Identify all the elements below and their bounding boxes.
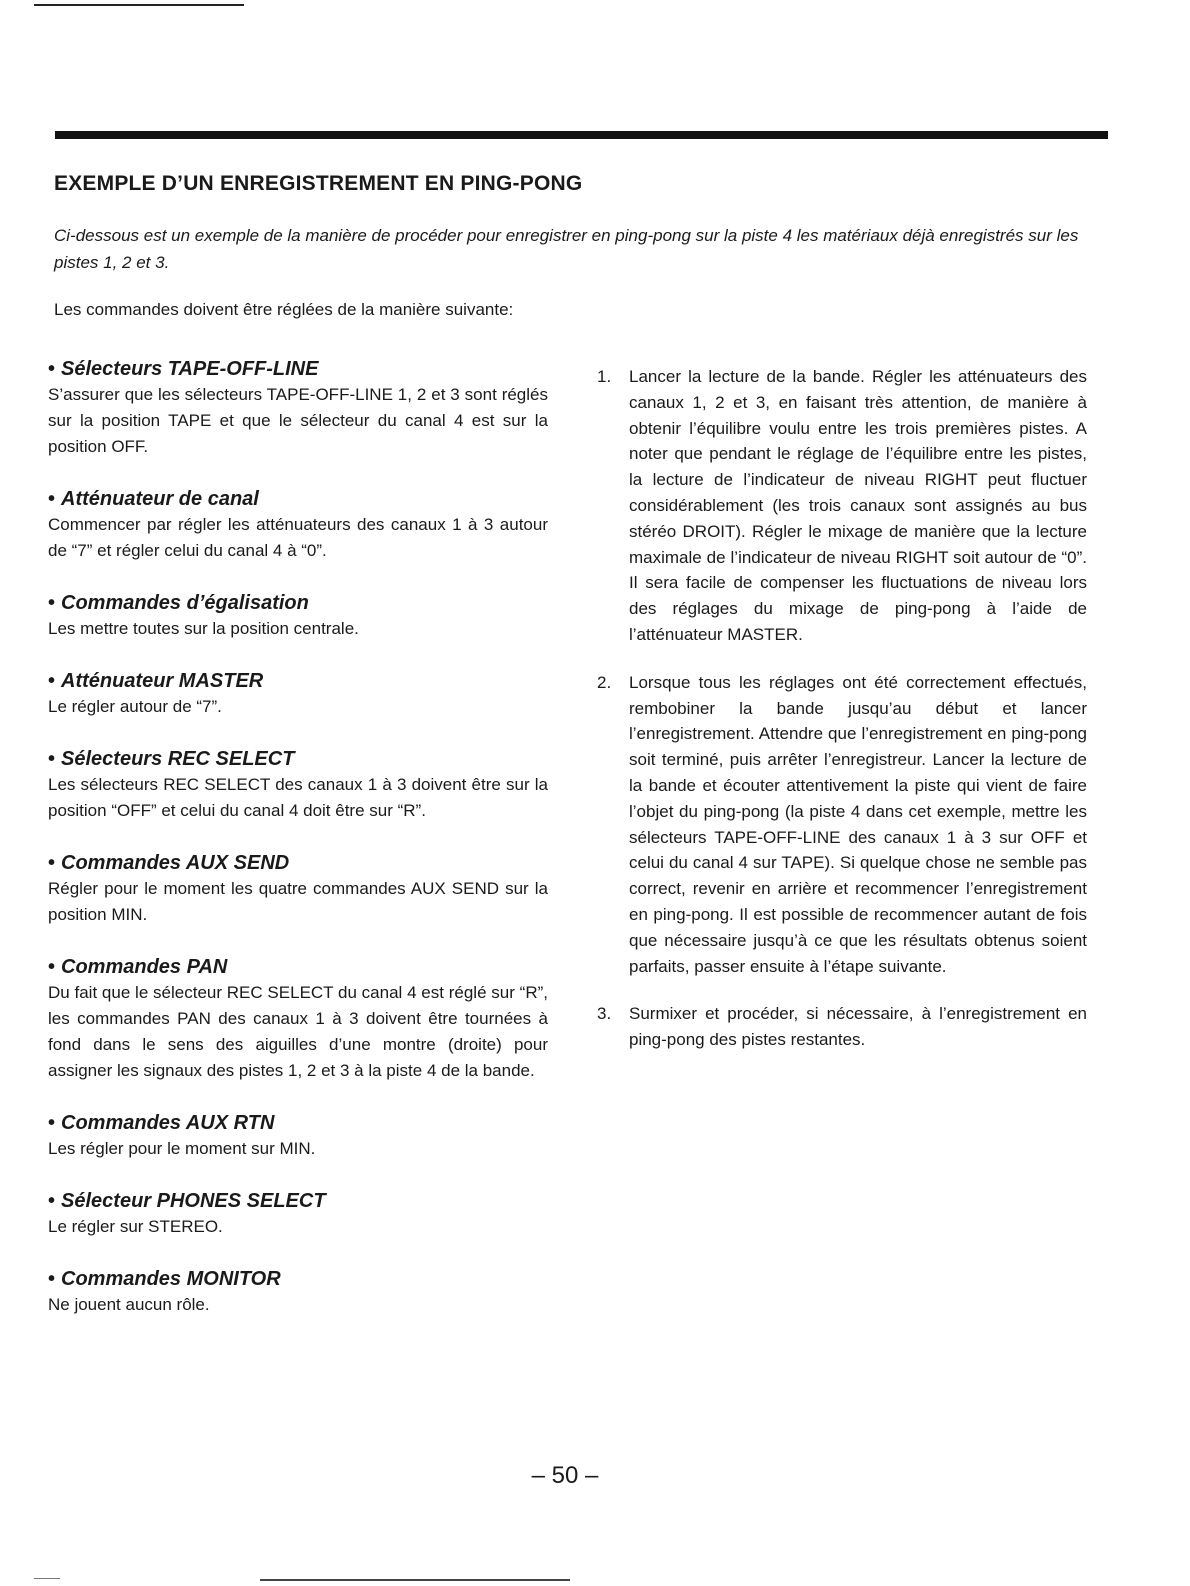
page-number: – 50 – [531, 1462, 599, 1489]
setting-description: Les régler pour le moment sur MIN. [48, 1139, 316, 1158]
bullet-icon: • [48, 592, 56, 614]
setting-master-fader [48, 668, 548, 720]
bullet-icon: • [48, 748, 56, 770]
bullet-icon: • [48, 1268, 56, 1290]
setting-heading-text: Atténuateur de canal [61, 488, 259, 510]
step-number: 1. [597, 367, 612, 386]
setting-description: Ne jouent aucun rôle. [48, 1295, 210, 1314]
step-3 [597, 1001, 1087, 1053]
setting-heading [48, 850, 548, 876]
step-text: Lorsque tous les réglages ont été correctement effectués, rembobiner la bande jusqu’au début et lancer l’enregistrement. Attendre que l’enregistrement en ping-pong soit terminé, puis arrêter l’enregistreur. Lancer la lecture de la bande et écouter attentivement la piste qui vient de faire l’objet du ping-pong (la piste 4 dans cet exemple, mettre les sélecteurs TAPE-OFF-LINE des canaux 1 à 3 sur OFF et celui du canal 4 sur TAPE). Si quelque chose ne semble pas correct, revenir en arrière et recommencer l’enregistrement en ping-pong. Il est possible de recommencer autant de fois que nécessaire jusqu’à ce que les résultats obtenus soient parfaits, passer ensuite à l’étape suivante. [629, 672, 1087, 976]
setting-heading [48, 1188, 548, 1214]
bullet-icon: • [48, 1190, 56, 1212]
setting-description: Commencer par régler les atténuateurs des canaux 1 à 3 autour de “7” et régler celui du canal 4 à “0”. [48, 515, 548, 560]
setting-heading [48, 590, 548, 616]
setting-description: Le régler sur STEREO. [48, 1217, 223, 1236]
bottom-edge-mark [34, 1578, 60, 1579]
settings-column [48, 356, 548, 1344]
setting-heading-text: Sélecteurs TAPE-OFF-LINE [61, 358, 319, 380]
step-text: Lancer la lecture de la bande. Régler les atténuateurs des canaux 1, 2 et 3, en faisant très attention, de manière à obtenir l’équilibre voulu entre les trois premières pistes. A noter que pendant le réglage de l’équilibre entre les pistes, la lecture de l’indicateur de niveau RIGHT peut fluctuer considérablement (les trois canaux sont assignés au bus stéréo DROIT). Régler le mixage de manière que la lecture maximale de l’indicateur de niveau RIGHT soit autour de “0”. Il sera facile de compenser les fluctuations de niveau lors des réglages du mixage de ping-pong à l’aide de l’atténuateur MASTER. [629, 367, 1087, 644]
bullet-icon: • [48, 670, 56, 692]
setting-pan [48, 954, 548, 1084]
bullet-icon: • [48, 358, 56, 380]
setting-heading [48, 486, 548, 512]
setting-heading [48, 1266, 548, 1292]
commands-intro: Les commandes doivent être réglées de la manière suivante: [54, 300, 514, 319]
bullet-icon: • [48, 1112, 56, 1134]
step-number: 2. [597, 672, 612, 692]
step-2 [597, 670, 1087, 980]
setting-channel-fader [48, 486, 548, 564]
setting-heading-text: Commandes MONITOR [61, 1268, 281, 1290]
setting-heading-text: Commandes d’égalisation [61, 592, 309, 614]
setting-heading [48, 356, 548, 382]
setting-heading [48, 1110, 548, 1136]
step-text: Surmixer et procéder, si nécessaire, à l’enregistrement en ping-pong des pistes restantes. [629, 1004, 1087, 1050]
setting-aux-send [48, 850, 548, 928]
step-1 [597, 364, 1087, 648]
intro-paragraph: Ci-dessous est un exemple de la manière de procéder pour enregistrer en ping-pong sur la piste 4 les matériaux déjà enregistrés sur les pistes 1, 2 et 3. [54, 226, 1079, 272]
bullet-icon: • [48, 488, 56, 510]
setting-description: S’assurer que les sélecteurs TAPE-OFF-LINE 1, 2 et 3 sont réglés sur la position TAPE et que le sélecteur du canal 4 est sur la position OFF. [48, 385, 548, 456]
setting-phones-select [48, 1188, 548, 1240]
top-edge-line [34, 4, 244, 6]
bullet-icon: • [48, 852, 56, 874]
section-rule [55, 131, 1108, 139]
setting-description: Les mettre toutes sur la position centrale. [48, 619, 359, 638]
step-number: 3. [597, 1004, 612, 1024]
setting-monitor [48, 1266, 548, 1318]
setting-heading-text: Commandes AUX SEND [61, 852, 290, 874]
bullet-icon: • [48, 956, 56, 978]
setting-tape-off-line [48, 356, 548, 460]
setting-heading-text: Atténuateur MASTER [61, 670, 264, 692]
setting-heading [48, 746, 548, 772]
setting-heading-text: Sélecteurs REC SELECT [61, 748, 295, 770]
setting-aux-rtn [48, 1110, 548, 1162]
bottom-edge-line [260, 1579, 570, 1581]
setting-heading-text: Sélecteur PHONES SELECT [61, 1190, 326, 1212]
setting-heading-text: Commandes AUX RTN [61, 1112, 275, 1134]
setting-description: Le régler autour de “7”. [48, 697, 222, 716]
steps-column [597, 364, 1087, 1075]
setting-heading-text: Commandes PAN [61, 956, 228, 978]
setting-eq [48, 590, 548, 642]
page-title: EXEMPLE D’UN ENREGISTREMENT EN PING-PONG [54, 172, 583, 195]
setting-description: Les sélecteurs REC SELECT des canaux 1 à 3 doivent être sur la position “OFF” et celui du canal 4 doit être sur “R”. [48, 775, 548, 820]
setting-heading [48, 668, 548, 694]
setting-description: Du fait que le sélecteur REC SELECT du canal 4 est réglé sur “R”, les commandes PAN des canaux 1 à 3 doivent être tournées à fond dans le sens des aiguilles d’une montre (droite) pour assigner les signaux des pistes 1, 2 et 3 à la piste 4 de la bande. [48, 983, 548, 1080]
setting-heading [48, 954, 548, 980]
setting-rec-select [48, 746, 548, 824]
setting-description: Régler pour le moment les quatre commandes AUX SEND sur la position MIN. [48, 879, 548, 924]
